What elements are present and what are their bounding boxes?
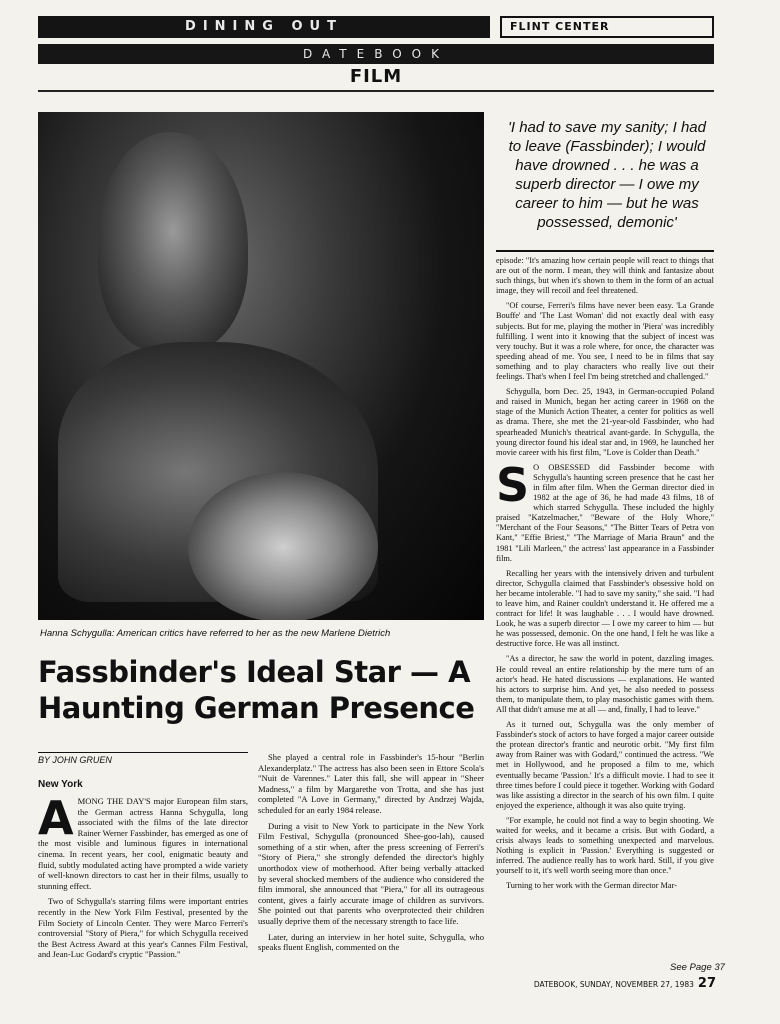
photo-figure-head [98, 132, 248, 352]
top-banner [38, 16, 490, 38]
col3-paragraph: Recalling her years with the intensively driven and turbulent director, Schygulla claimed that Fassbinder's obsessive hold on her became intolerable. "I had to save my sanity," she said. "I had to leave him, and Rainer couldn't understand it. He offered me a contract for life! It was laughable . . . I would have drowned. Look, he was a superb director — I owe my career to him — but he was possessed, demonic. On the one hand, I felt he was like a destructive force. He was all instinct. [496, 568, 714, 649]
article-column-3 [496, 256, 714, 897]
article-column-1 [38, 791, 248, 965]
top-banner-label: DINING OUT [185, 19, 343, 34]
page-footer [530, 976, 716, 991]
article-column-2 [258, 752, 484, 958]
section-title [38, 66, 714, 88]
col3-paragraph: "Of course, Ferreri's films have never been easy. 'La Grande Bouffe' and 'The Last Woman' did not exactly deal with easy subjects. But for me, playing the mother in 'Piera' was incredibly fulfilling. I went into it knowing that the subject of incest was very touchy. But it was a role where, for once, the character was speeding ahead of me. You see, I need to be in films that say something and to play characters who really live out their feelings. That's when I feel I'm being stretched and challenged." [496, 301, 714, 382]
col2-paragraph: She played a central role in Fassbinder's 15-hour "Berlin Alexanderplatz." The actress has also been seen in Ettore Scola's "Nuit de Varennes." Later this fall, she will appear in "Sheer Madness," a film by Margarethe von Trotta, and she has just completed "A Love in Germany," directed by Andrzej Wajda, scheduled for an early 1984 release. [258, 752, 484, 815]
footer-text: DATEBOOK, SUNDAY, NOVEMBER 27, 1983 [533, 980, 694, 989]
col3-paragraph: Schygulla, born Dec. 25, 1943, in German-occupied Poland and raised in Munich, began her acting career in 1968 on the stage of the Munich Action Theater, a center for politics as well as drama. There, she met the 21-year-old Fassbinder, who had spearheaded Munich's theatrical avant-garde. In Schygulla, the young director found his ideal star and, in 1969, he launched her movie career with his first film, "Love is Colder than Death." [496, 387, 714, 457]
col3-paragraph: "As a director, he saw the world in potent, dazzling images. He could reveal an entire relationship by the mere turn of an actor's head. He hated discussions — explanations. He wanted his actors to surprise him. And yet, he also needed to possess them, to manipulate them, to play masochistic games with them. All that didn't amuse me at all — and, finally, I had to leave." [496, 654, 714, 714]
section-label: FILM [349, 66, 403, 87]
datebook-label: DATEBOOK [303, 47, 449, 61]
page-number: 27 [697, 976, 716, 991]
photo-caption: Hanna Schygulla: American critics have referred to her as the new Marlene Dietrich [40, 628, 391, 639]
byline: BY JOHN GRUEN [38, 752, 248, 765]
headline [38, 654, 484, 726]
headline-line-1: Fassbinder's Ideal Star — A [38, 655, 471, 689]
continued-on: See Page 37 [670, 962, 725, 973]
portrait-photo [38, 112, 484, 620]
col2-paragraph: Later, during an interview in her hotel suite, Schygulla, who speaks fluent English, commented on the [258, 931, 484, 953]
datebook-bar [38, 44, 714, 64]
col3-paragraph: As it turned out, Schygulla was the only member of Fassbinder's stock of actors to have forged a major career outside the protean director's frantic and neurotic orbit. "My first film away from Rainer was with Godard," continued the actress. "We met in Hollywood, and he proposed a film to me, which eventually became 'Passion.' It's a difficult movie. I had to see it three times before I could piece it together. Working with Godard was like assisting a director in the search of his own film. I quite enjoyed the experience, although it was also quite trying. [496, 720, 714, 810]
col1-paragraph: MONG THE DAY'S major European film stars, the German actress Hanna Schygulla, long associated with the films of the late director Rainer Werner Fassbinder, has emerged as one of the most visible and luminous figures in international cinema. In recent years, her cool, enigmatic beauty and fluid, subtly modulated acting have prompted a wide variety of well-known directors to cast her in their films, usually to stunning effect. [38, 796, 248, 891]
flint-center-label: FLINT CENTER [510, 20, 610, 33]
header-rule [38, 90, 714, 92]
flint-center-ad [500, 16, 714, 38]
drop-cap-s: S [496, 457, 530, 512]
col3-paragraph: O OBSESSED did Fassbinder become with Schygulla's haunting screen presence that he cast her in film after film. When the German director died in 1982 at the age of 36, he had made 43 films, 18 of which starred Schygulla. These included the highly praised "Katzelmacher," "Beware of the Holy Whore," "Merchant of the Four Seasons," "The Bitter Tears of Petra von Kant," "Effie Briest," "The Marriage of Maria Braun" and the 1981 "Lili Marleen," the actress' last appearance in a Fassbinder film. [496, 462, 714, 563]
photo-figure-hands [188, 472, 378, 620]
headline-line-2: Haunting German Presence [38, 691, 475, 725]
col3-paragraph: episode: "It's amazing how certain people will react to things that are out of the norm. I mean, they will think and fantasize about such things, but when it's shown to them in the form of an actual image, they will recoil and feel threatened. [496, 256, 714, 296]
pull-quote: 'I had to save my sanity; I had to leave (Fassbinder); I would have drowned . . . he was a superb director — I owe my career to him — but he was possessed, demonic' [508, 119, 706, 231]
col2-paragraph: During a visit to New York to participate in the New York Film Festival, Schygulla (pronounced Shee-goo-lah), caused something of a stir when, after the press screening of Ferreri's "Story of Piera," she strongly defended the director's highly unorthodox view of motherhood. After being verbally attacked by several shocked members of the audience who considered the film immoral, she announced that "Piera," for all its outrageous content, gives a fairly accurate image of children as survivors. She pointed out that parents who overprotected their children usually deprive them of the necessary strength to face life. [258, 820, 484, 926]
drop-cap-a: A [38, 791, 74, 845]
col3-paragraph: Turning to her work with the German director Mar- [506, 881, 677, 891]
dateline: New York [38, 779, 83, 790]
col3-paragraph: "For example, he could not find a way to begin shooting. We waited for weeks, and it became a crisis. But with Godard, a crisis always leads to something unexpected and marvelous. Nothing is explicit in 'Passion.' Everything is suggested or inferred. The audience really has to work hard. Still, if you give yourself to it, it's well worth seeing more than once." [496, 815, 714, 876]
pull-quote-rule [496, 250, 714, 252]
col1-paragraph: Two of Schygulla's starring films were important entries recently in the New York Film Festival, presented by the Film Society of Lincoln Center. They were Marco Ferreri's controversial "Story of Piera," for which Schygulla received the Best Actress Award at this year's Cannes Film Festival, and Jean-Luc Godard's cryptic "Passion." [38, 896, 248, 960]
